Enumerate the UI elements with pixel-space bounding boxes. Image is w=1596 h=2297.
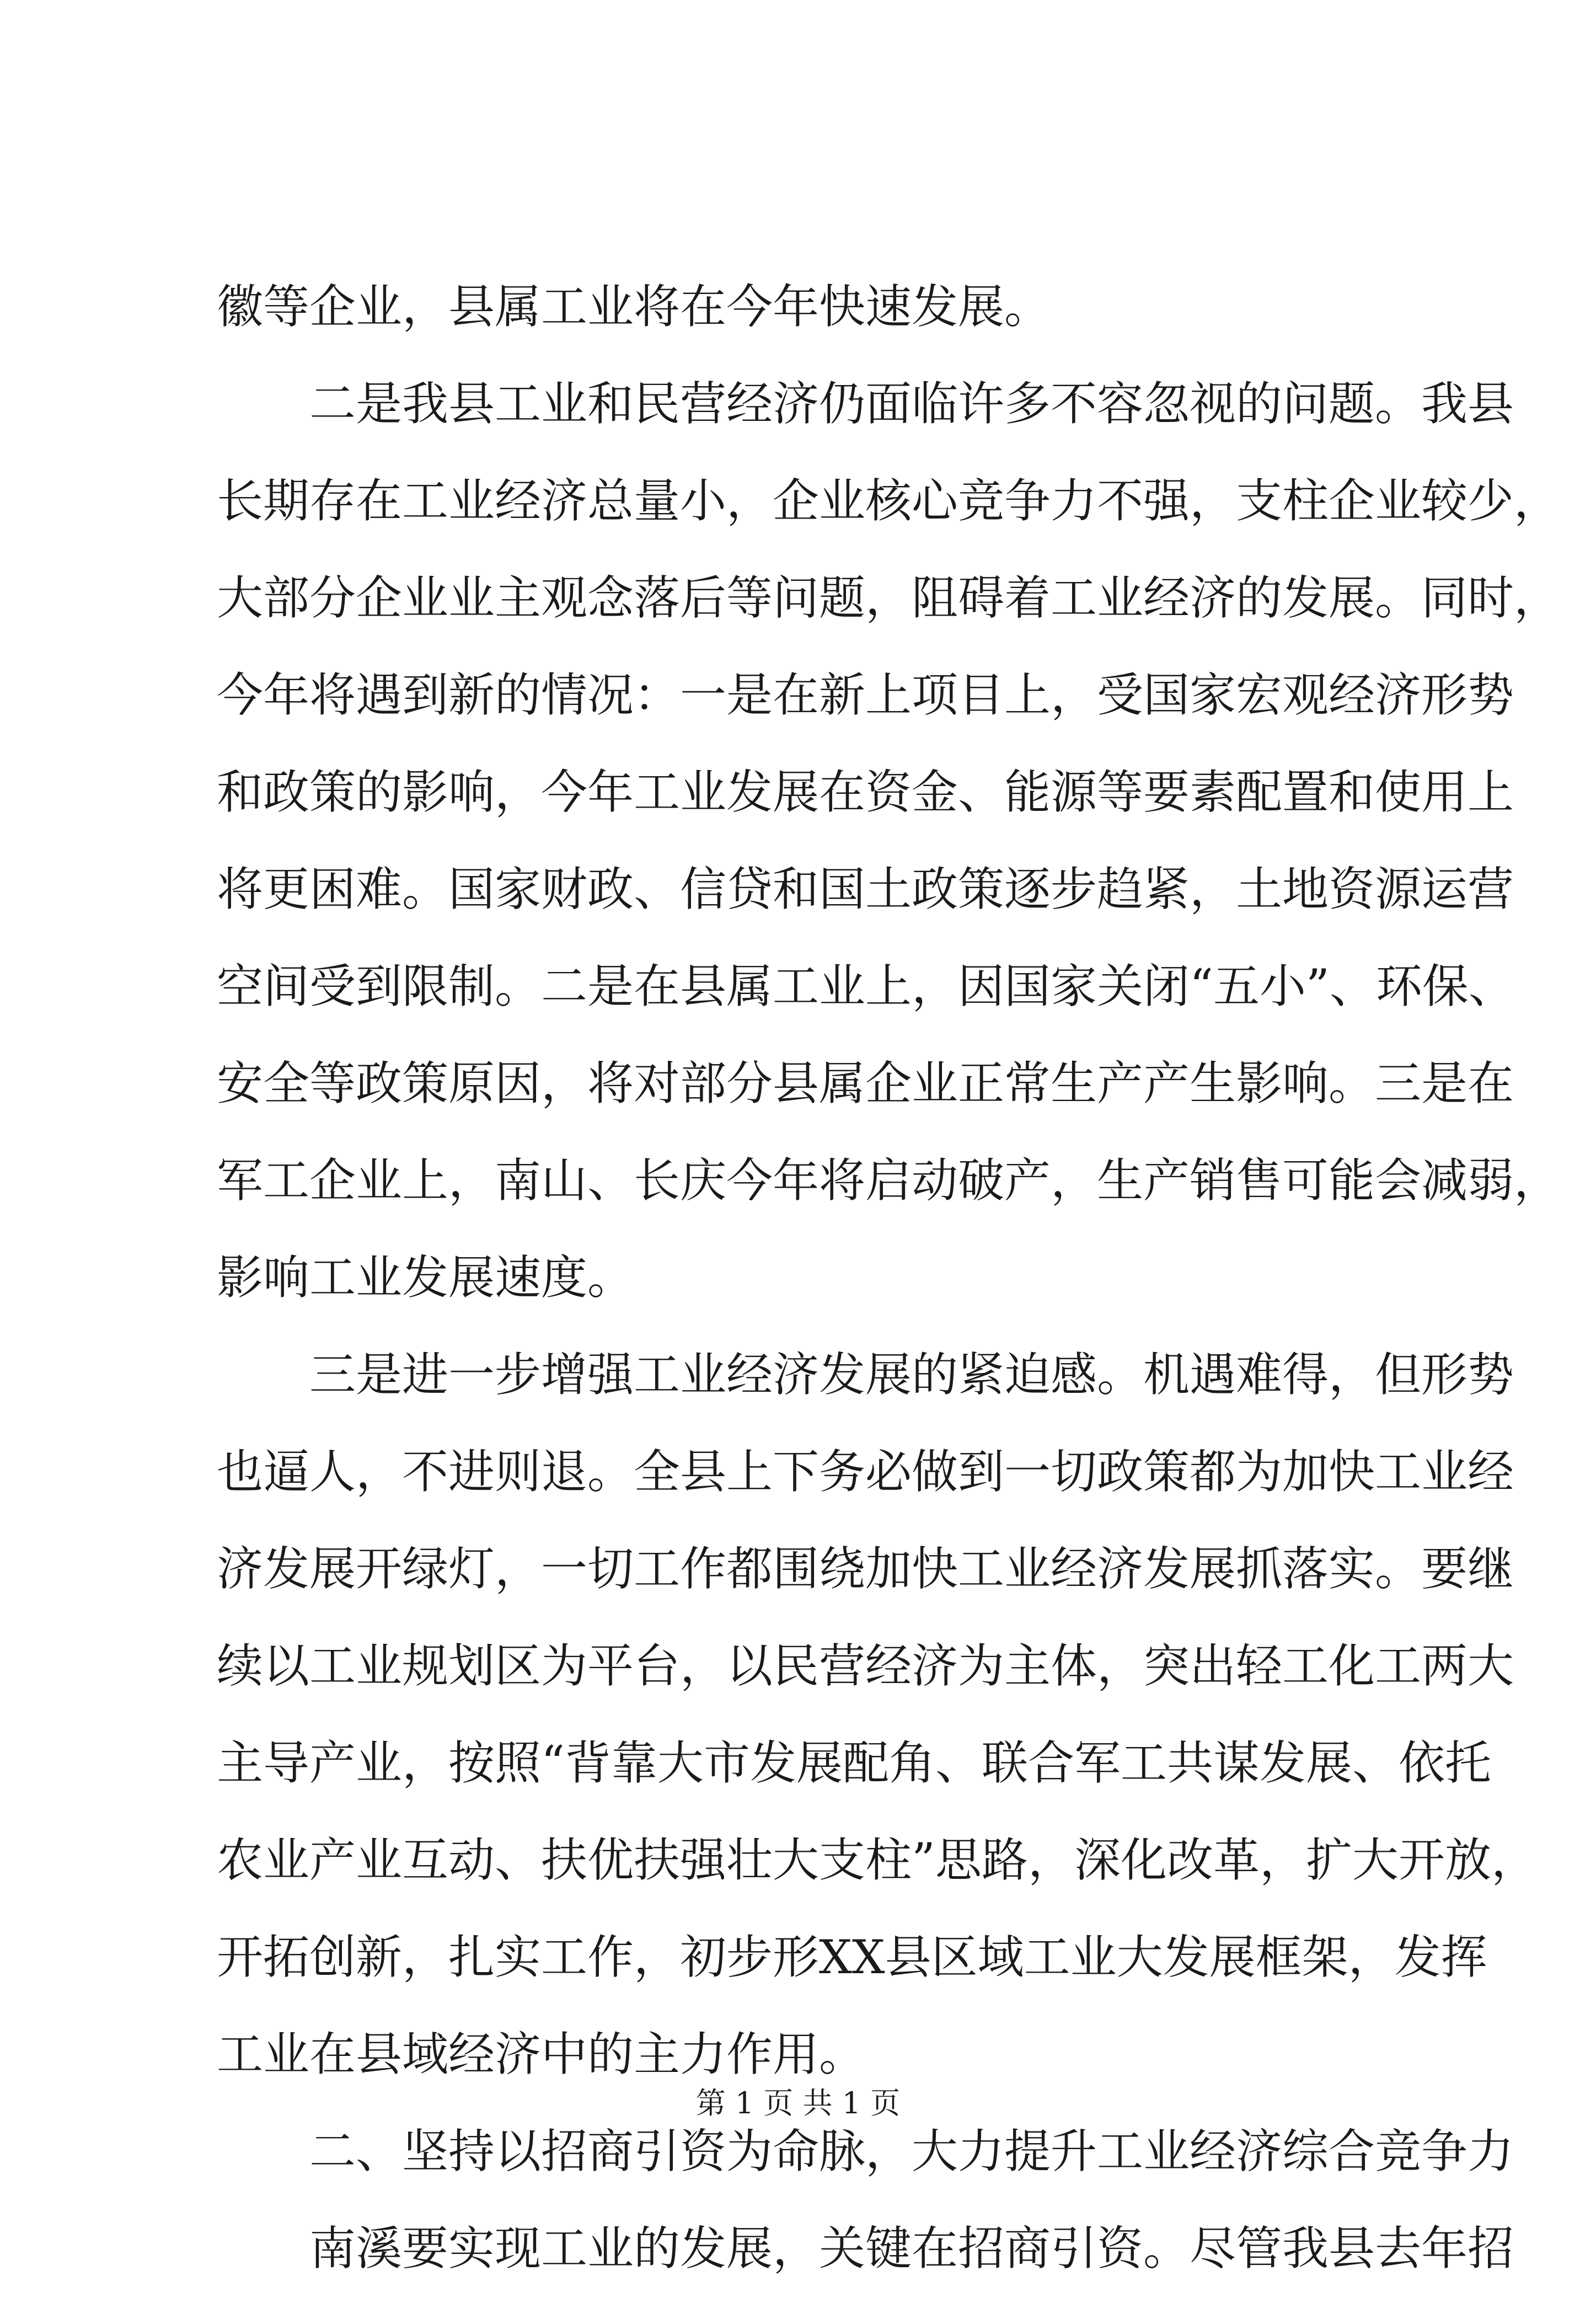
- text-line: 农业产业互动、扶优扶强壮大支柱”思路，深化改革，扩大开放，: [217, 1833, 1538, 1887]
- text-line: 军工企业上，南山、长庆今年将启动破产，生产销售可能会减弱，: [217, 1153, 1561, 1208]
- text-line: 大部分企业业主观念落后等问题，阻碍着工业经济的发展。同时，: [217, 571, 1561, 625]
- text-line: 续以工业规划区为平台，以民营经济为主体，突出轻工化工两大: [217, 1639, 1514, 1693]
- text-line: 安全等政策原因，将对部分县属企业正常生产产生影响。三是在: [217, 1056, 1514, 1110]
- text-line: 开拓创新，扎实工作，初步形XX县区域工业大发展框架，发挥: [217, 1930, 1487, 1984]
- text-line: 将更困难。国家财政、信贷和国土政策逐步趋紧，土地资源运营: [217, 862, 1514, 916]
- text-line: 二是我县工业和民营经济仍面临许多不容忽视的问题。我县: [309, 377, 1514, 431]
- text-line: 影响工业发展速度。: [217, 1251, 634, 1305]
- text-line: 济发展开绿灯，一切工作都围绕加快工业经济发展抓落实。要继: [217, 1542, 1514, 1596]
- text-line: 工业在县域经济中的主力作用。: [217, 2027, 866, 2081]
- page-number-footer: 第 1 页 共 1 页: [695, 2086, 901, 2120]
- text-line: 和政策的影响，今年工业发展在资金、能源等要素配置和使用上: [217, 765, 1514, 819]
- text-line: 三是进一步增强工业经济发展的紧迫感。机遇难得，但形势: [309, 1348, 1514, 1402]
- text-line: 也逼人，不进则退。全县上下务必做到一切政策都为加快工业经: [217, 1445, 1514, 1499]
- text-line: 徽等企业，县属工业将在今年快速发展。: [217, 280, 1051, 334]
- text-line: 长期存在工业经济总量小，企业核心竞争力不强，支柱企业较少，: [217, 474, 1561, 528]
- document-body: [217, 258, 1561, 2297]
- section-heading: 二、坚持以招商引资为命脉，大力提升工业经济综合竞争力: [309, 2124, 1514, 2178]
- text-line: 主导产业，按照“背靠大市发展配角、联合军工共谋发展、依托: [217, 1736, 1491, 1790]
- text-line: 今年将遇到新的情况：一是在新上项目上，受国家宏观经济形势: [217, 668, 1514, 722]
- text-line: 空间受到限制。二是在县属工业上，因国家关闭“五小”、环保、: [217, 959, 1515, 1013]
- text-line: 南溪要实现工业的发展，关键在招商引资。尽管我县去年招: [309, 2221, 1514, 2275]
